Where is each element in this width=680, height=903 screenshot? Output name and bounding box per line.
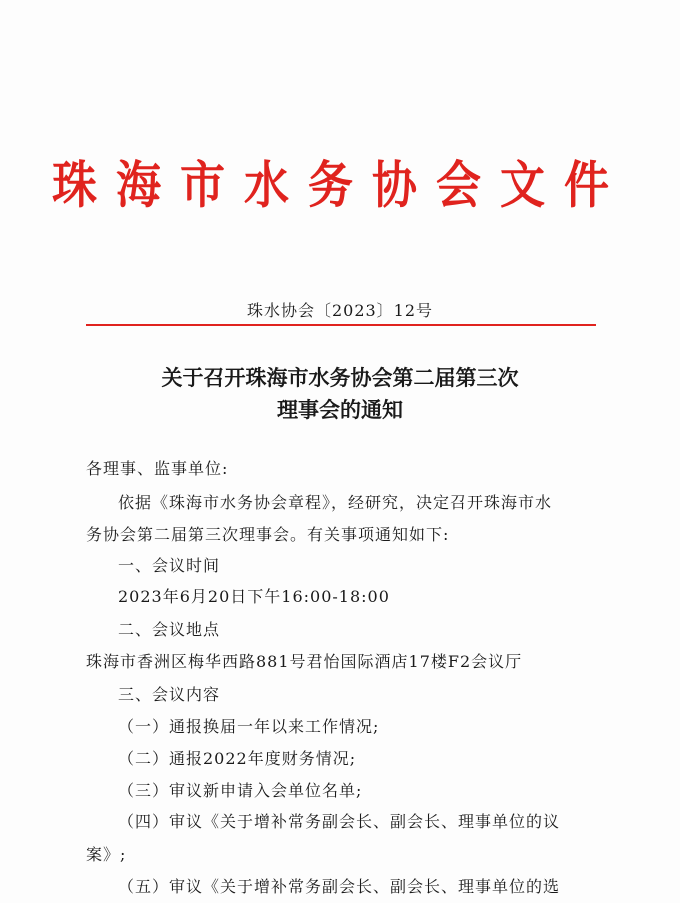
agenda-item-2: （二）通报2022年度财务情况;: [118, 749, 357, 768]
agenda-item-4-line-2: 案》;: [86, 845, 127, 864]
issuing-org-header: 珠海市水务协会文件: [51, 155, 628, 215]
intro-line-2: 务协会第二届第三次理事会。有关事项通知如下:: [86, 525, 450, 544]
section-agenda-heading: 三、会议内容: [118, 685, 221, 704]
red-separator-line: [86, 324, 596, 326]
notice-title-line-1: 关于召开珠海市水务协会第二届第三次: [161, 366, 519, 390]
meeting-time: 2023年6月20日下午16:00-18:00: [118, 587, 390, 606]
agenda-item-3: （三）审议新申请入会单位名单;: [118, 781, 363, 800]
notice-title-line-2: 理事会的通知: [277, 398, 403, 422]
section-time-heading: 一、会议时间: [118, 556, 221, 575]
agenda-item-5-line-1: （五）审议《关于增补常务副会长、副会长、理事单位的选: [118, 877, 561, 896]
section-location-heading: 二、会议地点: [118, 620, 221, 639]
agenda-item-1: （一）通报换届一年以来工作情况;: [118, 717, 380, 736]
document-number: 珠水协会〔2023〕12号: [246, 301, 434, 320]
salutation: 各理事、监事单位:: [86, 459, 229, 478]
intro-line-1: 依据《珠海市水务协会章程》，经研究，决定召开珠海市水: [118, 493, 553, 512]
meeting-location: 珠海市香洲区梅华西路881号君怡国际酒店17楼F2会议厅: [86, 652, 523, 671]
agenda-item-4-line-1: （四）审议《关于增补常务副会长、副会长、理事单位的议: [118, 812, 561, 831]
